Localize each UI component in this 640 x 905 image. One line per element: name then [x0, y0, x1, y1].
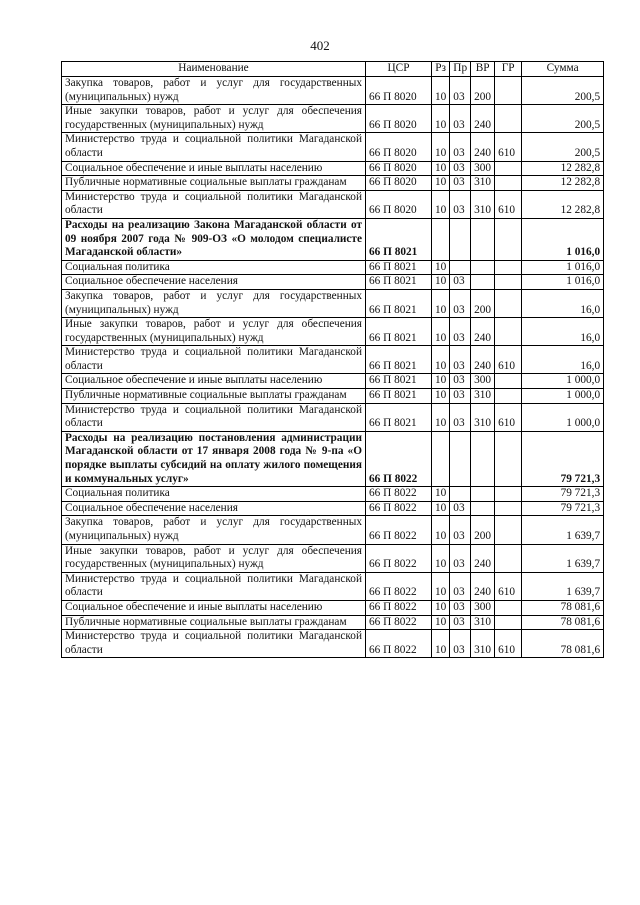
cell-name: Министерство труда и социальной политики Магаданской области: [62, 630, 366, 658]
cell-name: Публичные нормативные социальные выплаты гражданам: [62, 176, 366, 191]
cell-code: 66 П 8022: [366, 516, 432, 544]
cell-name: Закупка товаров, работ и услуг для государственных (муниципальных) нужд: [62, 516, 366, 544]
table-row: [62, 600, 604, 615]
header-code: ЦСР: [366, 62, 432, 77]
cell-name: Министерство труда и социальной политики Магаданской области: [62, 346, 366, 374]
cell-code: 66 П 8022: [366, 600, 432, 615]
table-row: [62, 260, 604, 275]
cell-name: Министерство труда и социальной политики Магаданской области: [62, 190, 366, 218]
cell-name: Иные закупки товаров, работ и услуг для обеспечения государственных (муниципальных) нужд: [62, 105, 366, 133]
cell-code: 66 П 8020: [366, 105, 432, 133]
cell-rz: 10: [432, 374, 450, 389]
cell-rz: 10: [432, 346, 450, 374]
cell-gr: [495, 318, 522, 346]
cell-name: Министерство труда и социальной политики Магаданской области: [62, 403, 366, 431]
cell-gr: 610: [495, 403, 522, 431]
cell-sum: 79 721,3: [522, 431, 604, 486]
cell-code: 66 П 8020: [366, 190, 432, 218]
budget-table: [61, 61, 604, 658]
cell-vr: 240: [471, 544, 495, 572]
cell-gr: [495, 544, 522, 572]
cell-rz: 10: [432, 260, 450, 275]
cell-code: 66 П 8022: [366, 431, 432, 486]
cell-gr: 610: [495, 572, 522, 600]
cell-vr: [471, 260, 495, 275]
table-row-section: [62, 218, 604, 260]
cell-pr: 03: [450, 289, 471, 317]
cell-rz: 10: [432, 487, 450, 502]
cell-pr: [450, 218, 471, 260]
cell-code: 66 П 8020: [366, 176, 432, 191]
cell-vr: 310: [471, 190, 495, 218]
cell-gr: [495, 289, 522, 317]
table-row: [62, 544, 604, 572]
cell-pr: 03: [450, 615, 471, 630]
table-row: [62, 289, 604, 317]
cell-rz: 10: [432, 133, 450, 161]
cell-gr: [495, 161, 522, 176]
cell-rz: 10: [432, 318, 450, 346]
cell-code: 66 П 8021: [366, 389, 432, 404]
cell-rz: 10: [432, 176, 450, 191]
cell-sum: 78 081,6: [522, 615, 604, 630]
cell-sum: 200,5: [522, 77, 604, 105]
table-row: [62, 190, 604, 218]
cell-vr: 310: [471, 389, 495, 404]
cell-gr: [495, 176, 522, 191]
cell-vr: [471, 501, 495, 516]
cell-vr: [471, 218, 495, 260]
cell-vr: 240: [471, 133, 495, 161]
cell-sum: 1 016,0: [522, 275, 604, 290]
cell-vr: 310: [471, 630, 495, 658]
cell-sum: 16,0: [522, 318, 604, 346]
page-number: 402: [310, 38, 330, 53]
cell-vr: 240: [471, 318, 495, 346]
cell-sum: 79 721,3: [522, 487, 604, 502]
cell-gr: 610: [495, 190, 522, 218]
table-header-row: [62, 62, 604, 77]
cell-pr: 03: [450, 389, 471, 404]
cell-sum: 79 721,3: [522, 501, 604, 516]
cell-code: 66 П 8020: [366, 161, 432, 176]
cell-gr: [495, 105, 522, 133]
cell-sum: 78 081,6: [522, 630, 604, 658]
cell-vr: 310: [471, 176, 495, 191]
table-row: [62, 374, 604, 389]
header-sum: Сумма: [522, 62, 604, 77]
cell-gr: 610: [495, 346, 522, 374]
cell-name: Закупка товаров, работ и услуг для государственных (муниципальных) нужд: [62, 77, 366, 105]
cell-rz: 10: [432, 289, 450, 317]
cell-sum: 200,5: [522, 133, 604, 161]
cell-rz: 10: [432, 77, 450, 105]
cell-rz: 10: [432, 615, 450, 630]
cell-pr: 03: [450, 501, 471, 516]
cell-gr: [495, 501, 522, 516]
cell-pr: 03: [450, 77, 471, 105]
cell-code: 66 П 8021: [366, 374, 432, 389]
cell-pr: 03: [450, 161, 471, 176]
cell-sum: 12 282,8: [522, 161, 604, 176]
cell-pr: [450, 487, 471, 502]
cell-name: Расходы на реализацию Закона Магаданской области от 09 ноября 2007 года № 909-ОЗ «О молодом специалисте Магаданской области»: [62, 218, 366, 260]
cell-rz: 10: [432, 544, 450, 572]
cell-pr: 03: [450, 374, 471, 389]
cell-pr: 03: [450, 544, 471, 572]
cell-sum: 1 016,0: [522, 218, 604, 260]
cell-pr: 03: [450, 190, 471, 218]
cell-name: Закупка товаров, работ и услуг для государственных (муниципальных) нужд: [62, 289, 366, 317]
table-row: [62, 133, 604, 161]
cell-gr: [495, 77, 522, 105]
cell-code: 66 П 8022: [366, 630, 432, 658]
cell-sum: 1 016,0: [522, 260, 604, 275]
cell-gr: 610: [495, 630, 522, 658]
cell-code: 66 П 8020: [366, 77, 432, 105]
cell-vr: [471, 275, 495, 290]
cell-sum: 1 639,7: [522, 572, 604, 600]
cell-vr: [471, 487, 495, 502]
table-row: [62, 572, 604, 600]
cell-pr: 03: [450, 176, 471, 191]
header-pr: Пр: [450, 62, 471, 77]
cell-vr: 300: [471, 161, 495, 176]
cell-gr: [495, 218, 522, 260]
cell-rz: 10: [432, 630, 450, 658]
cell-vr: 200: [471, 516, 495, 544]
cell-pr: [450, 431, 471, 486]
cell-code: 66 П 8021: [366, 218, 432, 260]
cell-gr: [495, 615, 522, 630]
cell-gr: [495, 516, 522, 544]
cell-sum: 16,0: [522, 289, 604, 317]
cell-sum: 1 000,0: [522, 374, 604, 389]
cell-rz: 10: [432, 161, 450, 176]
table-body: [62, 77, 604, 658]
table-row-section: [62, 431, 604, 486]
cell-sum: 1 639,7: [522, 544, 604, 572]
cell-gr: [495, 260, 522, 275]
cell-pr: 03: [450, 318, 471, 346]
cell-name: Социальная политика: [62, 487, 366, 502]
cell-sum: 12 282,8: [522, 176, 604, 191]
cell-name: Публичные нормативные социальные выплаты гражданам: [62, 615, 366, 630]
cell-pr: 03: [450, 275, 471, 290]
cell-name: Социальное обеспечение и иные выплаты населению: [62, 161, 366, 176]
cell-code: 66 П 8022: [366, 572, 432, 600]
header-name: Наименование: [62, 62, 366, 77]
cell-vr: 300: [471, 374, 495, 389]
cell-pr: 03: [450, 105, 471, 133]
table-row: [62, 318, 604, 346]
cell-rz: [432, 218, 450, 260]
table-row: [62, 615, 604, 630]
cell-gr: [495, 431, 522, 486]
cell-pr: 03: [450, 346, 471, 374]
header-vr: ВР: [471, 62, 495, 77]
cell-rz: 10: [432, 275, 450, 290]
cell-code: 66 П 8021: [366, 260, 432, 275]
cell-pr: [450, 260, 471, 275]
cell-rz: 10: [432, 403, 450, 431]
cell-code: 66 П 8022: [366, 501, 432, 516]
table-row: [62, 501, 604, 516]
header-gr: ГР: [495, 62, 522, 77]
cell-gr: [495, 374, 522, 389]
table-row: [62, 630, 604, 658]
cell-name: Социальное обеспечение населения: [62, 275, 366, 290]
cell-name: Социальное обеспечение населения: [62, 501, 366, 516]
cell-rz: 10: [432, 572, 450, 600]
cell-gr: 610: [495, 133, 522, 161]
cell-pr: 03: [450, 516, 471, 544]
cell-code: 66 П 8020: [366, 133, 432, 161]
cell-code: 66 П 8022: [366, 487, 432, 502]
cell-name: Социальное обеспечение и иные выплаты населению: [62, 374, 366, 389]
cell-pr: 03: [450, 630, 471, 658]
cell-code: 66 П 8022: [366, 544, 432, 572]
cell-rz: 10: [432, 190, 450, 218]
cell-pr: 03: [450, 133, 471, 161]
cell-name: Социальная политика: [62, 260, 366, 275]
table-row: [62, 487, 604, 502]
cell-pr: 03: [450, 600, 471, 615]
cell-pr: 03: [450, 572, 471, 600]
table-row: [62, 275, 604, 290]
cell-name: Публичные нормативные социальные выплаты гражданам: [62, 389, 366, 404]
cell-sum: 1 639,7: [522, 516, 604, 544]
cell-rz: [432, 431, 450, 486]
cell-name: Расходы на реализацию постановления администрации Магаданской области от 17 января 2008 года № 9-па «О порядке выплаты субсидий на оплату жилого помещения и коммунальных услуг»: [62, 431, 366, 486]
table-row: [62, 161, 604, 176]
cell-rz: 10: [432, 501, 450, 516]
cell-sum: 1 000,0: [522, 389, 604, 404]
cell-gr: [495, 600, 522, 615]
cell-name: Иные закупки товаров, работ и услуг для обеспечения государственных (муниципальных) нужд: [62, 318, 366, 346]
cell-code: 66 П 8022: [366, 615, 432, 630]
cell-gr: [495, 275, 522, 290]
cell-vr: 200: [471, 289, 495, 317]
cell-rz: 10: [432, 600, 450, 615]
cell-vr: 240: [471, 572, 495, 600]
cell-pr: 03: [450, 403, 471, 431]
cell-name: Министерство труда и социальной политики Магаданской области: [62, 572, 366, 600]
table-row: [62, 105, 604, 133]
cell-sum: 78 081,6: [522, 600, 604, 615]
cell-sum: 200,5: [522, 105, 604, 133]
cell-code: 66 П 8021: [366, 275, 432, 290]
cell-vr: 310: [471, 615, 495, 630]
cell-vr: 300: [471, 600, 495, 615]
cell-vr: [471, 431, 495, 486]
cell-name: Иные закупки товаров, работ и услуг для обеспечения государственных (муниципальных) нужд: [62, 544, 366, 572]
cell-vr: 310: [471, 403, 495, 431]
cell-name: Социальное обеспечение и иные выплаты населению: [62, 600, 366, 615]
cell-rz: 10: [432, 105, 450, 133]
cell-rz: 10: [432, 516, 450, 544]
table-row: [62, 389, 604, 404]
cell-name: Министерство труда и социальной политики Магаданской области: [62, 133, 366, 161]
table-row: [62, 346, 604, 374]
cell-sum: 12 282,8: [522, 190, 604, 218]
cell-rz: 10: [432, 389, 450, 404]
header-rz: Рз: [432, 62, 450, 77]
cell-gr: [495, 487, 522, 502]
cell-vr: 200: [471, 77, 495, 105]
cell-sum: 1 000,0: [522, 403, 604, 431]
cell-code: 66 П 8021: [366, 346, 432, 374]
table-row: [62, 77, 604, 105]
cell-sum: 16,0: [522, 346, 604, 374]
table-row: [62, 403, 604, 431]
table-row: [62, 176, 604, 191]
cell-code: 66 П 8021: [366, 318, 432, 346]
table-row: [62, 516, 604, 544]
cell-code: 66 П 8021: [366, 289, 432, 317]
cell-vr: 240: [471, 105, 495, 133]
cell-code: 66 П 8021: [366, 403, 432, 431]
cell-gr: [495, 389, 522, 404]
cell-vr: 240: [471, 346, 495, 374]
